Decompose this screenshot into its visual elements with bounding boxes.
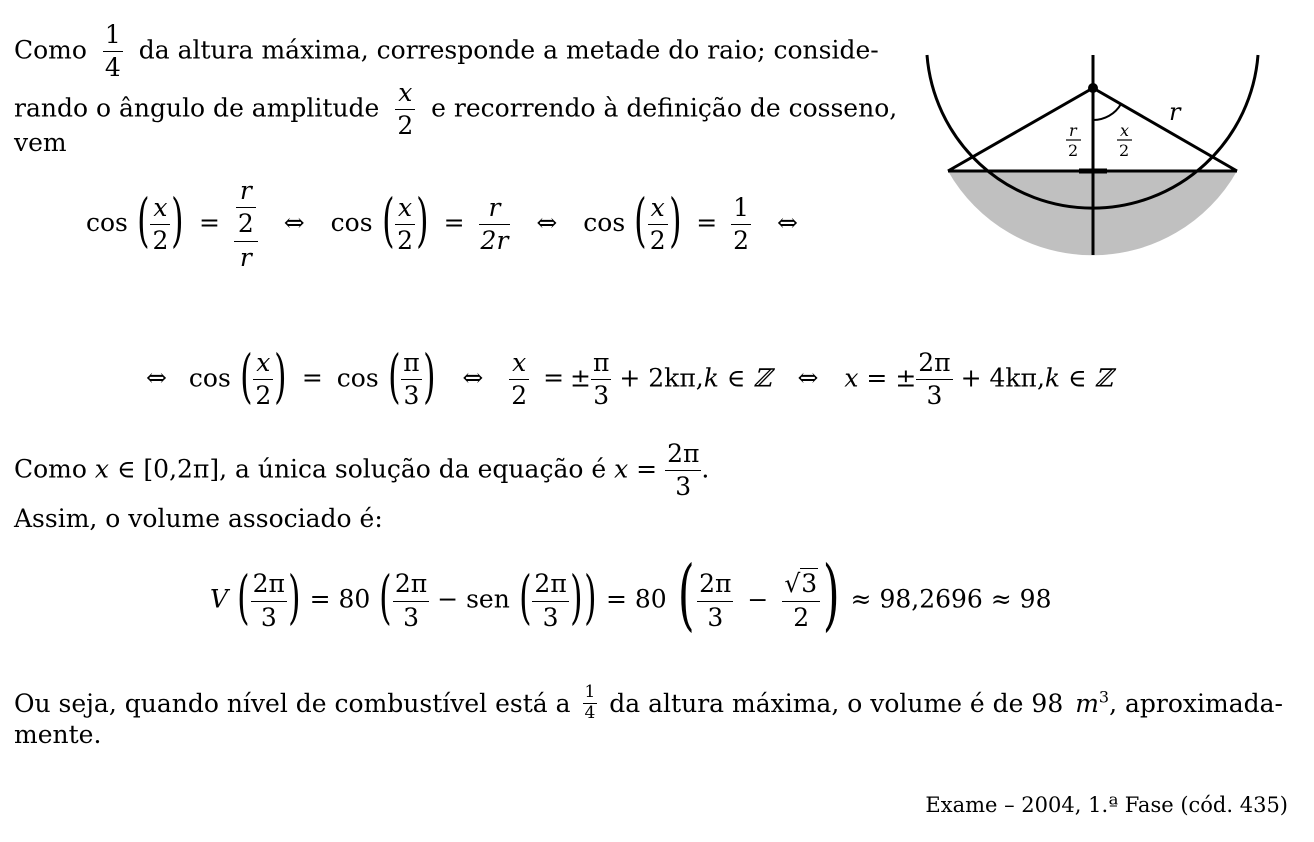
paren-close: ) <box>422 341 436 410</box>
fraction-r-half-over-r <box>234 178 258 271</box>
paren-close: ) <box>584 563 597 631</box>
frac-den: 2 <box>511 381 528 411</box>
paren-open: ( <box>379 563 392 631</box>
intro-line-1 <box>14 22 879 82</box>
frac-den <box>479 225 511 254</box>
equals: = <box>301 363 323 393</box>
sqrt-symbol: √3 <box>784 569 818 599</box>
var-x: x <box>398 192 413 222</box>
cos-fn: cos <box>330 207 373 237</box>
frac-den: 3 <box>403 602 420 632</box>
minus-sen: − sen <box>437 584 510 614</box>
sol-text: Como <box>14 454 87 484</box>
concl-text: Ou seja, quando nível de combustível está a <box>14 688 571 718</box>
frac-den: 4 <box>104 53 121 83</box>
frac-den: 3 <box>926 381 943 411</box>
frac-num <box>395 80 415 110</box>
k-in-z: k ∈ ℤ <box>1044 363 1113 393</box>
frac-num: π <box>401 350 421 380</box>
paren-close: ) <box>569 563 583 631</box>
label-half-x-den: 2 <box>1119 141 1130 160</box>
frac-num <box>236 178 256 208</box>
frac-den: 3 <box>707 602 724 632</box>
frac-num: 1 <box>584 682 596 702</box>
iff-symbol: ⇔ <box>797 363 819 393</box>
sol-text: ∈ [0,2π], a única solução da equação é <box>116 454 607 484</box>
fraction-x-over-2 <box>395 80 415 140</box>
frac-num: π <box>591 350 611 380</box>
fraction-2pi-over-3 <box>251 571 287 631</box>
frac-den <box>234 242 258 271</box>
paren-open: ( <box>237 563 250 631</box>
intro-text: Como <box>14 35 87 65</box>
paren-close: ) <box>668 186 682 255</box>
approx-result: ≈ 98,2696 ≈ 98 <box>850 584 1052 614</box>
cos-fn: cos <box>583 207 626 237</box>
equals: = <box>443 207 465 237</box>
frac-den: 2 <box>397 111 414 141</box>
frac-num <box>234 178 258 242</box>
var-x: x <box>650 192 665 222</box>
fraction-one-quarter <box>583 684 598 723</box>
frac-den: 2 <box>397 225 414 255</box>
fraction-pi-over-3 <box>591 350 611 410</box>
var-V: V <box>210 584 229 614</box>
frac-den: 2 <box>649 225 666 255</box>
equation-1 <box>86 178 816 271</box>
fraction-sqrt3-over-2 <box>782 571 820 631</box>
fraction-2pi-over-3 <box>532 571 568 631</box>
period: . <box>701 454 710 484</box>
paren-close: ) <box>416 186 429 255</box>
paren-open: ( <box>387 341 401 410</box>
term-2kpi: + 2kπ, <box>619 363 704 393</box>
var-x: x <box>153 192 168 222</box>
unit-m: m <box>1075 688 1099 718</box>
var-x: x <box>256 348 271 377</box>
intro-line-3: vem <box>14 128 67 157</box>
source-citation: Exame – 2004, 1.ª Fase (cód. 435) <box>925 793 1288 817</box>
fraction-r-over-2 <box>236 178 256 238</box>
radius-right <box>1093 88 1237 171</box>
fraction-x-over-2 <box>150 192 170 255</box>
iff-symbol: ⇔ <box>777 207 798 237</box>
center-point <box>1088 83 1098 93</box>
cos-fn: cos <box>188 363 231 393</box>
term-4kpi: + 4kπ, <box>960 363 1045 393</box>
equation-2 <box>146 341 1113 411</box>
iff-symbol: ⇔ <box>462 363 484 393</box>
frac-den: 4 <box>584 702 596 723</box>
iff-symbol: ⇔ <box>146 363 167 393</box>
frac-den: 3 <box>542 602 559 632</box>
frac-den: 2 <box>733 225 750 255</box>
equals: = <box>696 207 718 237</box>
frac-num: 2π <box>916 350 952 380</box>
fraction-x-over-2 <box>509 350 529 410</box>
fraction-pi-over-3 <box>401 350 421 410</box>
frac-num <box>395 192 415 225</box>
frac-den: 3 <box>260 602 277 632</box>
frac-num: 2π <box>532 571 568 601</box>
fraction-one-half <box>731 192 751 255</box>
frac-num: 2π <box>665 441 701 471</box>
frac-den: 2 <box>255 381 272 411</box>
equals: = <box>198 207 220 237</box>
iff-symbol: ⇔ <box>283 207 305 237</box>
conclusion-line-1 <box>14 682 1283 725</box>
paren-open: ( <box>381 186 395 255</box>
frac-den: 2 <box>793 602 810 632</box>
paren-close: ) <box>171 186 184 255</box>
frac-den: 3 <box>403 381 420 411</box>
fraction-x-over-2 <box>648 192 668 255</box>
x-equals-pm: x = ± <box>844 363 917 393</box>
frac-num <box>509 350 529 380</box>
frac-den: 3 <box>593 381 610 411</box>
frac-den: 3 <box>675 472 692 502</box>
fraction-2pi-over-3 <box>916 350 952 410</box>
solution-line <box>14 441 709 501</box>
frac-num: 2π <box>393 571 429 601</box>
conclusion-line-2: mente. <box>14 720 102 749</box>
intro-text: e recorrendo à definição de cosseno, <box>431 93 898 123</box>
frac-num <box>648 192 668 225</box>
paren-close: ) <box>823 550 840 640</box>
label-half-x-num: x <box>1120 121 1130 140</box>
fraction-x-over-2 <box>253 350 273 410</box>
assim-line: Assim, o volume associado é: <box>14 504 383 533</box>
concl-text: , aproximada- <box>1109 688 1283 718</box>
frac-den: 2 <box>152 225 169 255</box>
frac-num: 1 <box>731 195 751 225</box>
paren-open: ( <box>136 186 150 255</box>
var-r: r <box>239 242 252 272</box>
fraction-2pi-over-3 <box>697 571 733 631</box>
intro-text: da altura máxima, corresponde a metade do raio; conside- <box>138 35 879 65</box>
concl-text: da altura máxima, o volume é de 98 <box>609 688 1064 718</box>
intro-line-2 <box>14 80 897 140</box>
frac-num <box>253 350 273 380</box>
fraction-x-over-2 <box>395 192 415 255</box>
frac-den: 2 <box>237 209 254 239</box>
label-r: r <box>1169 98 1181 126</box>
expr-2r: 2r <box>480 225 509 255</box>
var-x: x <box>398 78 413 107</box>
frac-num: 2π <box>697 571 733 601</box>
equation-3 <box>210 550 1052 640</box>
paren-close: ) <box>274 341 287 410</box>
cos-fn: cos <box>86 207 128 237</box>
paren-open: ( <box>518 563 532 631</box>
fraction-one-quarter <box>103 22 123 82</box>
fraction-r-over-2r <box>479 192 511 255</box>
var-x: x <box>512 348 527 377</box>
exponent: 3 <box>1098 687 1110 707</box>
minus: − <box>747 584 769 614</box>
k-in-z: k ∈ ℤ <box>703 363 772 393</box>
var-x: x <box>614 454 629 484</box>
frac-num <box>150 192 170 225</box>
var-r: r <box>488 192 501 222</box>
cos-fn: cos <box>336 363 379 393</box>
frac-num: 1 <box>103 22 123 52</box>
frac-num <box>479 192 511 225</box>
fraction-2pi-over-3 <box>665 441 701 501</box>
frac-num <box>782 571 820 601</box>
var-x: x <box>94 454 109 484</box>
frac-num: 2π <box>251 571 287 601</box>
label-half-r-den: 2 <box>1068 141 1079 160</box>
paren-open: ( <box>239 341 253 410</box>
paren-open: ( <box>677 550 695 640</box>
radicand: 3 <box>801 569 818 599</box>
var-r: r <box>239 176 252 205</box>
fraction-2pi-over-3 <box>393 571 429 631</box>
equals: = <box>543 363 565 393</box>
plus-minus: ± <box>570 363 591 393</box>
intro-text: rando o ângulo de amplitude <box>14 93 380 123</box>
equals-80: = 80 <box>606 584 667 614</box>
label-half-r-num: r <box>1069 121 1077 140</box>
iff-symbol: ⇔ <box>536 207 558 237</box>
equals: = <box>636 454 658 484</box>
equals-80: = 80 <box>309 584 371 614</box>
paren-open: ( <box>634 186 647 255</box>
angle-arc <box>1093 104 1121 120</box>
paren-close: ) <box>288 563 301 631</box>
tank-diagram <box>915 40 1275 270</box>
